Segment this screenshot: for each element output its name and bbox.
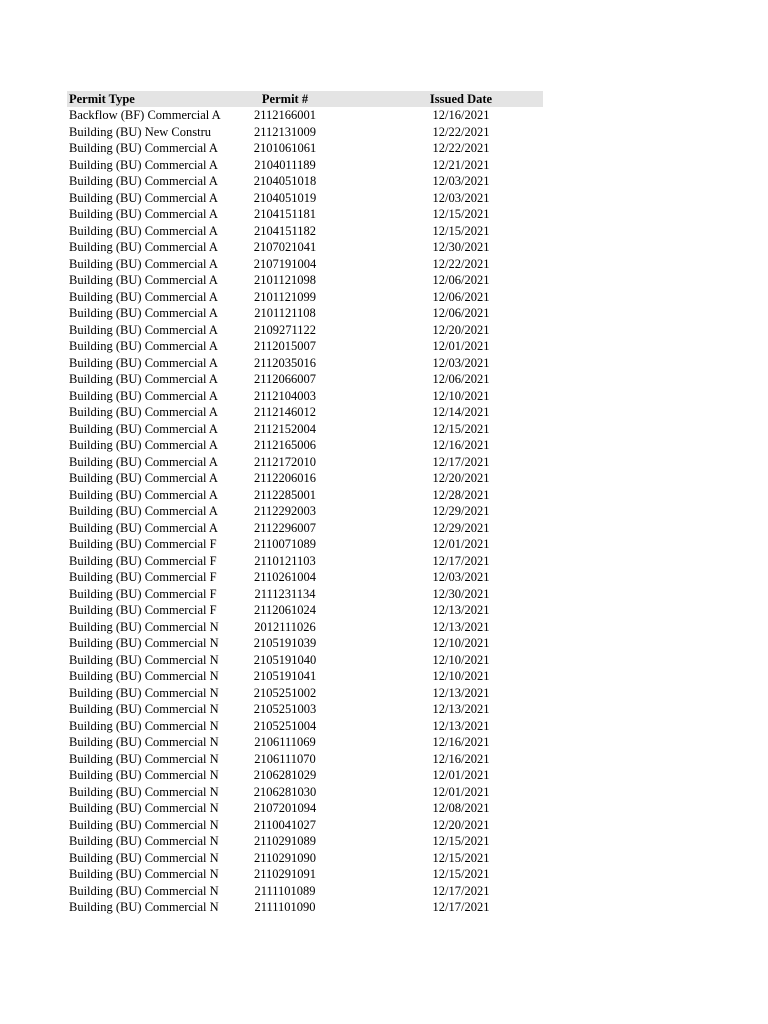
cell-permit-number: 2112172010 <box>253 454 317 469</box>
table-row <box>67 619 543 636</box>
cell-issued-date: 12/16/2021 <box>432 108 490 122</box>
cell-issued-date: 12/10/2021 <box>432 636 490 650</box>
cell-permit-type: Building (BU) Commercial F <box>69 537 217 551</box>
table-row <box>67 536 543 553</box>
cell-permit-type: Building (BU) Commercial A <box>69 405 218 419</box>
table-row <box>67 652 543 669</box>
cell-permit-number: 2106281030 <box>253 784 317 799</box>
cell-permit-number: 2101121099 <box>253 289 317 304</box>
cell-permit-type: Building (BU) Commercial N <box>69 702 219 716</box>
cell-permit-type: Building (BU) Commercial A <box>69 339 218 353</box>
cell-permit-number: 2112165006 <box>253 438 317 452</box>
cell-permit-number: 2112285001 <box>253 487 317 502</box>
cell-permit-number: 2112166001 <box>253 108 317 122</box>
cell-permit-type: Building (BU) Commercial F <box>69 603 217 617</box>
cell-permit-number: 2112131009 <box>253 124 317 139</box>
cell-permit-number: 2107201094 <box>253 801 317 815</box>
cell-permit-type: Building (BU) Commercial A <box>69 322 218 337</box>
cell-permit-type: Building (BU) Commercial N <box>69 834 219 848</box>
cell-permit-type: Building (BU) Commercial A <box>69 306 218 320</box>
cell-permit-type: Building (BU) Commercial A <box>69 388 218 403</box>
cell-issued-date: 12/17/2021 <box>432 883 490 898</box>
cell-permit-number: 2112061024 <box>253 603 317 617</box>
cell-permit-type: Building (BU) Commercial A <box>69 240 218 254</box>
cell-issued-date: 12/30/2021 <box>432 586 490 601</box>
cell-permit-type: Building (BU) Commercial A <box>69 289 218 304</box>
permit-table <box>67 91 543 916</box>
cell-permit-number: 2104051019 <box>253 190 317 205</box>
table-row <box>67 388 543 405</box>
cell-permit-type: Building (BU) Commercial N <box>69 619 219 634</box>
cell-permit-number: 2107021041 <box>253 240 317 254</box>
cell-issued-date: 12/06/2021 <box>432 289 490 304</box>
cell-permit-type: Building (BU) Commercial A <box>69 438 218 452</box>
cell-permit-type: Building (BU) Commercial N <box>69 751 219 766</box>
cell-permit-number: 2105251004 <box>253 718 317 733</box>
table-row <box>67 322 543 339</box>
cell-permit-number: 2105191041 <box>253 669 317 683</box>
cell-issued-date: 12/28/2021 <box>432 487 490 502</box>
cell-permit-number: 2112206016 <box>253 471 317 485</box>
cell-permit-type: Building (BU) Commercial A <box>69 520 218 535</box>
cell-permit-number: 2012111026 <box>254 619 316 634</box>
cell-issued-date: 12/15/2021 <box>432 867 490 881</box>
cell-permit-type: Building (BU) Commercial N <box>69 784 219 799</box>
cell-issued-date: 12/06/2021 <box>432 273 490 287</box>
table-row <box>67 734 543 751</box>
cell-permit-number: 2109271122 <box>253 322 317 337</box>
cell-permit-type: Building (BU) Commercial N <box>69 718 219 733</box>
cell-issued-date: 12/20/2021 <box>432 817 490 832</box>
table-row <box>67 520 543 537</box>
cell-issued-date: 12/01/2021 <box>432 339 490 353</box>
cell-issued-date: 12/03/2021 <box>432 174 490 188</box>
cell-issued-date: 12/15/2021 <box>432 850 490 865</box>
cell-permit-type: Building (BU) Commercial A <box>69 174 218 188</box>
cell-permit-number: 2110121103 <box>254 553 316 568</box>
cell-permit-number: 2106111069 <box>254 735 316 749</box>
table-header-row <box>67 91 543 107</box>
cell-permit-number: 2106111070 <box>254 751 316 766</box>
table-row <box>67 553 543 570</box>
cell-issued-date: 12/15/2021 <box>432 207 490 221</box>
table-row <box>67 190 543 207</box>
cell-issued-date: 12/17/2021 <box>432 900 490 914</box>
cell-permit-type: Building (BU) Commercial N <box>69 867 219 881</box>
cell-issued-date: 12/16/2021 <box>432 751 490 766</box>
cell-permit-number: 2110291091 <box>253 867 317 881</box>
cell-permit-number: 2110071089 <box>253 537 317 551</box>
table-row <box>67 784 543 801</box>
table-row <box>67 899 543 916</box>
cell-issued-date: 12/21/2021 <box>432 157 490 172</box>
table-row <box>67 223 543 240</box>
cell-permit-number: 2107191004 <box>253 256 317 271</box>
cell-issued-date: 12/01/2021 <box>432 537 490 551</box>
table-row <box>67 602 543 619</box>
cell-permit-number: 2112066007 <box>253 372 317 386</box>
cell-issued-date: 12/03/2021 <box>432 355 490 370</box>
cell-permit-type: Building (BU) Commercial A <box>69 190 218 205</box>
cell-permit-number: 2110291089 <box>253 834 317 848</box>
table-row <box>67 487 543 504</box>
table-row <box>67 124 543 141</box>
cell-issued-date: 12/06/2021 <box>432 372 490 386</box>
cell-permit-number: 2112035016 <box>253 355 317 370</box>
cell-issued-date: 12/29/2021 <box>432 520 490 535</box>
cell-permit-type: Building (BU) Commercial A <box>69 421 218 436</box>
table-row <box>67 817 543 834</box>
table-row <box>67 751 543 768</box>
cell-issued-date: 12/20/2021 <box>432 322 490 337</box>
cell-issued-date: 12/10/2021 <box>432 652 490 667</box>
table-row <box>67 569 543 586</box>
table-row <box>67 338 543 355</box>
cell-permit-number: 2112296007 <box>253 520 317 535</box>
cell-issued-date: 12/16/2021 <box>432 735 490 749</box>
table-row <box>67 470 543 487</box>
table-row <box>67 454 543 471</box>
table-row <box>67 718 543 735</box>
cell-permit-number: 2101121108 <box>254 306 316 320</box>
cell-issued-date: 12/10/2021 <box>432 669 490 683</box>
cell-permit-number: 2101121098 <box>253 273 317 287</box>
table-row <box>67 800 543 817</box>
cell-permit-type: Building (BU) Commercial F <box>69 553 217 568</box>
cell-issued-date: 12/22/2021 <box>432 124 490 139</box>
cell-permit-type: Building (BU) Commercial A <box>69 207 218 221</box>
cell-permit-type: Building (BU) Commercial N <box>69 735 219 749</box>
cell-permit-type: Building (BU) Commercial N <box>69 652 219 667</box>
cell-permit-number: 2110291090 <box>253 850 317 865</box>
cell-permit-type: Backflow (BF) Commercial A <box>69 108 221 122</box>
cell-permit-type: Building (BU) Commercial N <box>69 669 219 683</box>
cell-permit-number: 2104011189 <box>254 157 316 172</box>
cell-permit-number: 2104051018 <box>253 174 317 188</box>
cell-permit-type: Building (BU) Commercial N <box>69 883 219 898</box>
table-row <box>67 157 543 174</box>
cell-permit-number: 2106281029 <box>253 768 317 782</box>
cell-permit-type: Building (BU) Commercial A <box>69 355 218 370</box>
cell-permit-type: Building (BU) Commercial F <box>69 570 217 584</box>
table-row <box>67 421 543 438</box>
cell-issued-date: 12/13/2021 <box>432 603 490 617</box>
cell-permit-type: Building (BU) Commercial A <box>69 504 218 518</box>
cell-permit-number: 2111101089 <box>254 883 316 898</box>
cell-permit-number: 2105191040 <box>253 652 317 667</box>
table-row <box>67 635 543 652</box>
cell-issued-date: 12/15/2021 <box>432 223 490 238</box>
cell-issued-date: 12/30/2021 <box>432 240 490 254</box>
cell-issued-date: 12/03/2021 <box>432 190 490 205</box>
cell-issued-date: 12/22/2021 <box>432 141 490 155</box>
cell-permit-number: 2101061061 <box>253 141 317 155</box>
cell-permit-number: 2112146012 <box>253 405 317 419</box>
table-row <box>67 850 543 867</box>
cell-issued-date: 12/22/2021 <box>432 256 490 271</box>
table-row <box>67 503 543 520</box>
cell-permit-number: 2112015007 <box>253 339 317 353</box>
cell-issued-date: 12/16/2021 <box>432 438 490 452</box>
table-body <box>67 107 543 916</box>
cell-issued-date: 12/14/2021 <box>432 405 490 419</box>
cell-permit-type: Building (BU) Commercial A <box>69 273 218 287</box>
table-row <box>67 437 543 454</box>
cell-permit-type: Building (BU) Commercial F <box>69 586 217 601</box>
table-row <box>67 355 543 372</box>
cell-issued-date: 12/01/2021 <box>432 784 490 799</box>
cell-permit-type: Building (BU) Commercial A <box>69 454 218 469</box>
table-row <box>67 206 543 223</box>
header-permit-number: Permit # <box>261 92 309 106</box>
cell-issued-date: 12/13/2021 <box>432 619 490 634</box>
table-row <box>67 305 543 322</box>
cell-issued-date: 12/13/2021 <box>432 702 490 716</box>
cell-permit-type: Building (BU) Commercial A <box>69 471 218 485</box>
cell-issued-date: 12/15/2021 <box>432 421 490 436</box>
cell-issued-date: 12/29/2021 <box>432 504 490 518</box>
cell-permit-type: Building (BU) New Constru <box>69 124 212 139</box>
header-issued-date: Issued Date <box>429 92 493 106</box>
cell-permit-number: 2104151181 <box>253 207 317 221</box>
table-row <box>67 586 543 603</box>
cell-issued-date: 12/17/2021 <box>432 553 490 568</box>
table-row <box>67 404 543 421</box>
table-row <box>67 289 543 306</box>
cell-permit-type: Building (BU) Commercial A <box>69 141 218 155</box>
cell-permit-type: Building (BU) Commercial A <box>69 256 218 271</box>
table-row <box>67 685 543 702</box>
cell-permit-type: Building (BU) Commercial N <box>69 685 219 700</box>
cell-permit-number: 2110041027 <box>253 817 317 832</box>
cell-permit-type: Building (BU) Commercial A <box>69 487 218 502</box>
table-row <box>67 371 543 388</box>
cell-permit-number: 2105251003 <box>253 702 317 716</box>
table-row <box>67 272 543 289</box>
cell-permit-type: Building (BU) Commercial N <box>69 768 219 782</box>
cell-permit-number: 2110261004 <box>253 570 317 584</box>
cell-issued-date: 12/08/2021 <box>432 801 490 815</box>
cell-permit-number: 2112152004 <box>253 421 317 436</box>
cell-permit-number: 2112292003 <box>253 504 317 518</box>
cell-permit-type: Building (BU) Commercial N <box>69 636 219 650</box>
cell-issued-date: 12/13/2021 <box>432 718 490 733</box>
cell-issued-date: 12/20/2021 <box>432 471 490 485</box>
table-row <box>67 173 543 190</box>
cell-issued-date: 12/13/2021 <box>432 685 490 700</box>
cell-permit-number: 2104151182 <box>253 223 317 238</box>
table-row <box>67 239 543 256</box>
table-row <box>67 833 543 850</box>
cell-permit-number: 2105251002 <box>253 685 317 700</box>
cell-issued-date: 12/17/2021 <box>432 454 490 469</box>
cell-permit-number: 2105191039 <box>253 636 317 650</box>
cell-issued-date: 12/06/2021 <box>432 306 490 320</box>
table-row <box>67 701 543 718</box>
cell-permit-type: Building (BU) Commercial N <box>69 900 219 914</box>
cell-permit-type: Building (BU) Commercial N <box>69 817 219 832</box>
cell-permit-type: Building (BU) Commercial N <box>69 850 219 865</box>
cell-permit-number: 2112104003 <box>253 388 317 403</box>
cell-issued-date: 12/01/2021 <box>432 768 490 782</box>
header-permit-type: Permit Type <box>69 92 135 106</box>
cell-issued-date: 12/15/2021 <box>432 834 490 848</box>
table-row <box>67 767 543 784</box>
table-row <box>67 866 543 883</box>
table-row <box>67 256 543 273</box>
cell-permit-number: 2111101090 <box>254 900 316 914</box>
cell-permit-type: Building (BU) Commercial A <box>69 223 218 238</box>
table-row <box>67 668 543 685</box>
table-row <box>67 140 543 157</box>
cell-permit-type: Building (BU) Commercial A <box>69 372 218 386</box>
cell-issued-date: 12/03/2021 <box>432 570 490 584</box>
cell-permit-type: Building (BU) Commercial A <box>69 157 218 172</box>
table-row <box>67 883 543 900</box>
cell-issued-date: 12/10/2021 <box>432 388 490 403</box>
cell-permit-number: 2111231134 <box>254 586 316 601</box>
cell-permit-type: Building (BU) Commercial N <box>69 801 219 815</box>
table-row <box>67 107 543 124</box>
